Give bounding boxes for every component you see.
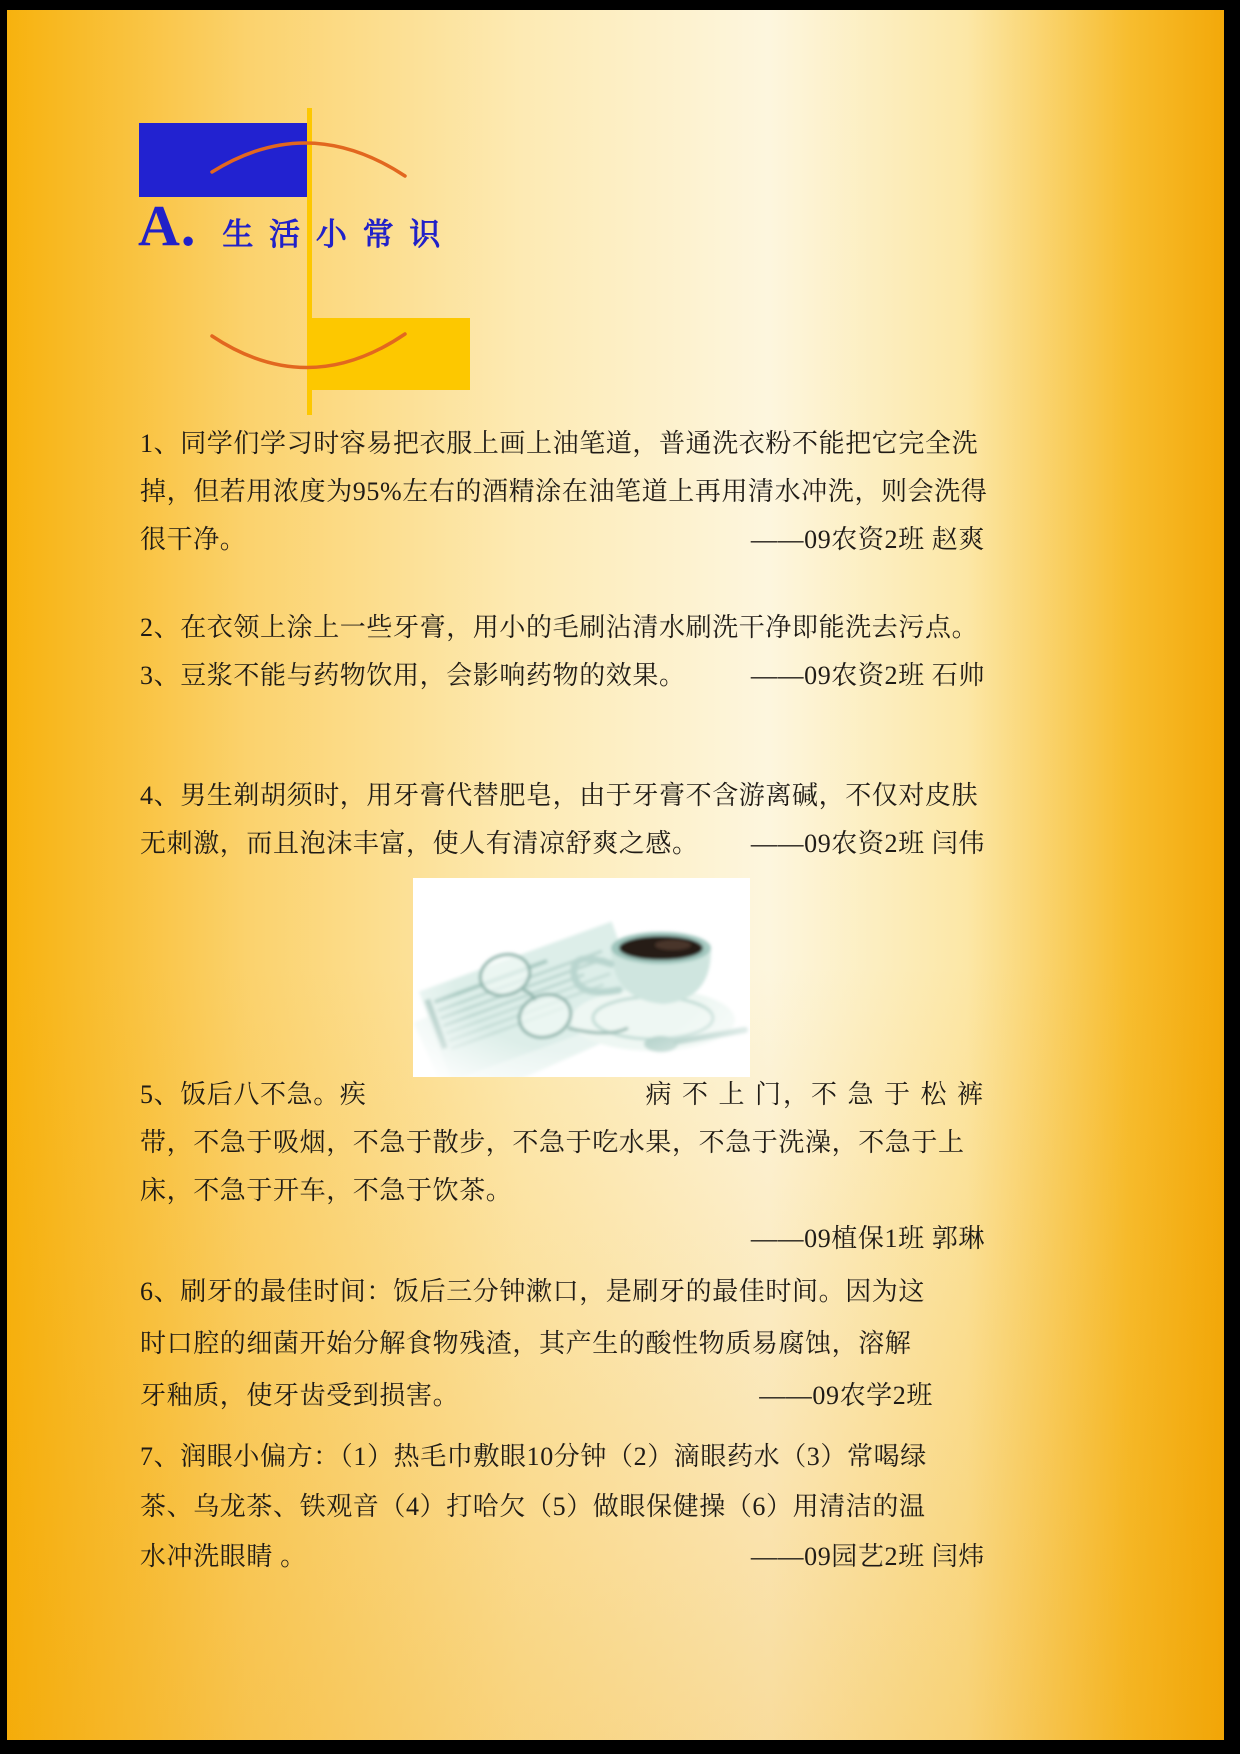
tip-line bbox=[140, 1370, 985, 1422]
attribution-text: ——09农学2班 bbox=[759, 1381, 933, 1410]
tip-line: 带，不急于吸烟，不急于散步，不急于吃水果，不急于洗澡，不急于上 bbox=[140, 1128, 965, 1157]
photo-illustration bbox=[413, 878, 750, 1077]
attribution-text: ——09园艺2班 闫炜 bbox=[750, 1542, 985, 1571]
orange-arc-lower bbox=[212, 334, 405, 368]
tip-line bbox=[140, 1071, 985, 1119]
tip-text: 很干净。 bbox=[140, 525, 247, 554]
tip-7 bbox=[140, 1432, 985, 1582]
tip-line: 4、男生剃胡须时，用牙膏代替肥皂，由于牙膏不含游离碱，不仅对皮肤 bbox=[140, 781, 979, 810]
attribution-text: ——09农资2班 闫伟 bbox=[750, 829, 985, 858]
tip-line: 茶、乌龙茶、铁观音（4）打哈欠（5）做眼保健操（6）用清洁的温 bbox=[140, 1492, 926, 1521]
orange-arc-upper bbox=[212, 143, 405, 176]
attribution-text: ——09农资2班 石帅 bbox=[750, 661, 985, 690]
tip-text: 5、饭后八不急。疾 bbox=[140, 1080, 367, 1109]
attribution-text: ——09植保1班 郭琳 bbox=[750, 1224, 985, 1253]
tip-5 bbox=[140, 1071, 985, 1263]
section-letter: A. bbox=[138, 193, 197, 258]
tip-line: 床，不急于开车，不急于饮茶。 bbox=[140, 1176, 513, 1205]
tip-line: 1、同学们学习时容易把衣服上画上油笔道，普通洗衣粉不能把它完全洗 bbox=[140, 429, 979, 458]
tip-text: 无刺激，而且泡沫丰富，使人有清凉舒爽之感。 bbox=[140, 829, 699, 858]
tip-line bbox=[140, 652, 985, 700]
tip-line: 2、在衣领上涂上一些牙膏，用小的毛刷沾清水刷洗干净即能洗去污点。 bbox=[140, 613, 979, 642]
tip-line: 时口腔的细菌开始分解食物残渣，其产生的酸性物质易腐蚀，溶解 bbox=[140, 1329, 912, 1358]
tip-text: 病 不 上 门，不 急 于 松 裤 bbox=[645, 1080, 985, 1109]
tip-line bbox=[140, 820, 985, 868]
tip-line bbox=[140, 1215, 985, 1263]
coffee-newspaper-photo bbox=[413, 878, 750, 1077]
tip-line bbox=[140, 1532, 985, 1582]
tip-4 bbox=[140, 772, 985, 868]
tip-1 bbox=[140, 420, 988, 564]
tip-text: 水冲洗眼睛 。 bbox=[140, 1542, 307, 1571]
tip-line: 7、润眼小偏方：（1）热毛巾敷眼10分钟（2）滴眼药水（3）常喝绿 bbox=[140, 1442, 927, 1471]
section-header bbox=[138, 192, 442, 259]
page-title: 生 活 小 常 识 bbox=[222, 217, 443, 252]
tip-6 bbox=[140, 1266, 985, 1422]
tip-line: 6、刷牙的最佳时间：饭后三分钟漱口，是刷牙的最佳时间。因为这 bbox=[140, 1277, 926, 1306]
tip-line: 掉，但若用浓度为95%左右的酒精涂在油笔道上再用清水冲洗，则会洗得 bbox=[140, 477, 988, 506]
tip-line bbox=[140, 516, 985, 564]
tip-text: 3、豆浆不能与药物饮用，会影响药物的效果。 bbox=[140, 661, 686, 690]
attribution-text: ——09农资2班 赵爽 bbox=[750, 525, 985, 554]
tip-text: 牙釉质，使牙齿受到损害。 bbox=[140, 1381, 460, 1410]
tip-2-3 bbox=[140, 604, 985, 700]
